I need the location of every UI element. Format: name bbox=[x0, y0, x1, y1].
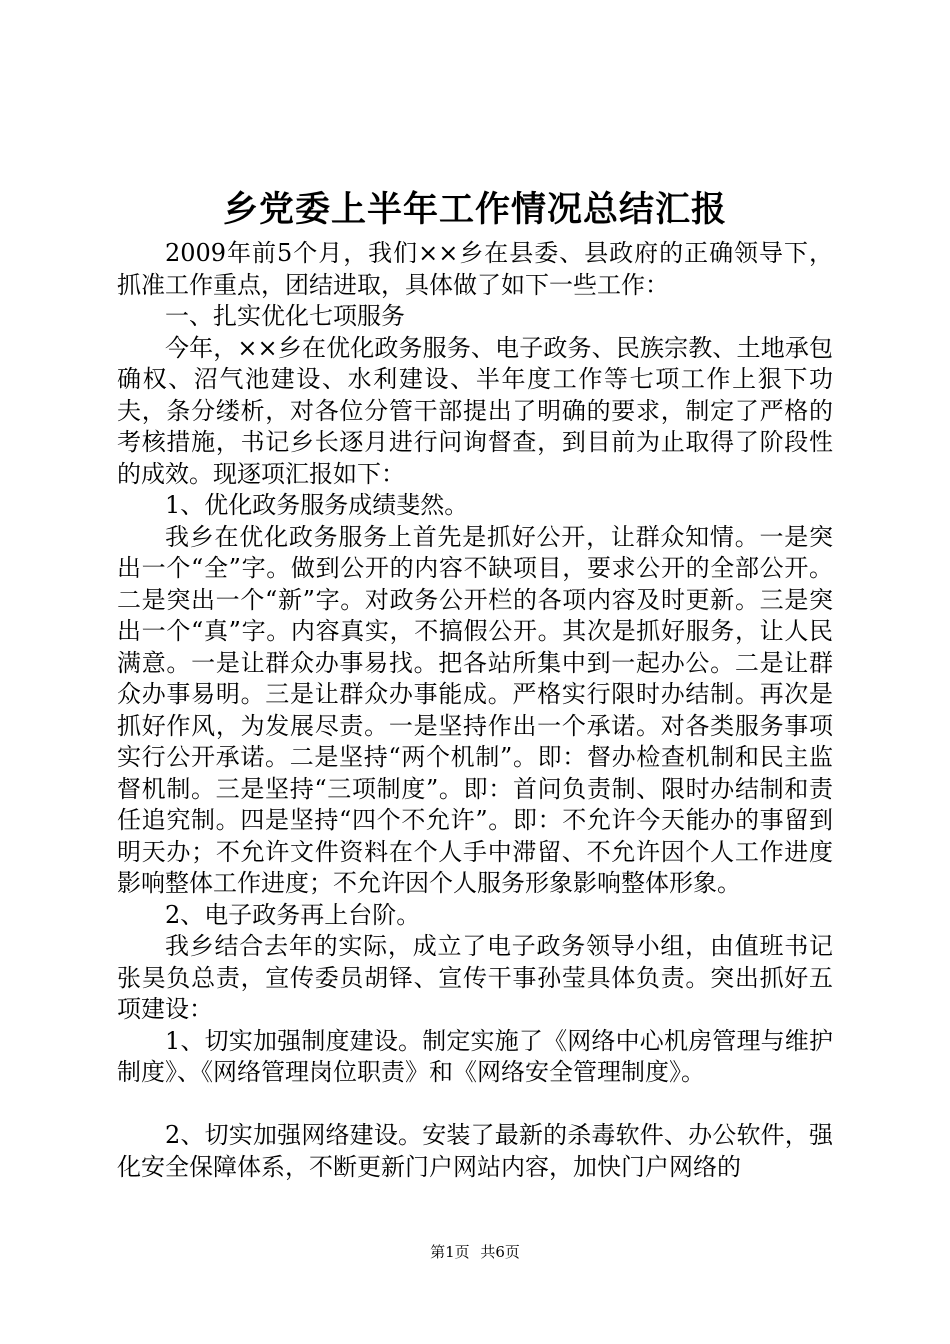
subheading-government-service: 1、优化政务服务成绩斐然。 bbox=[165, 491, 469, 519]
page-footer bbox=[0, 1242, 950, 1262]
paragraph-overview: 今年，××乡在优化政务服务、电子政务、民族宗教、土地承包确权、沼气池建设、水利建设、半年度工作等七项工作上狠下功夫，条分缕析，对各位分管干部提出了明确的要求，制定了严格的考核措施，书记乡长逐月进行问询督查，到目前为止取得了阶段性的成效。现逐项汇报如下： bbox=[117, 333, 833, 488]
paragraph-network-building: 2、切实加强网络建设。安装了最新的杀毒软件、办公软件，强化安全保障体系，不断更新门户网站内容，加快门户网络的 bbox=[117, 1121, 833, 1181]
paragraph-system-building: 1、切实加强制度建设。制定实施了《网络中心机房管理与维护制度》、《网络管理岗位职责》和《网络安全管理制度》。 bbox=[117, 1026, 833, 1086]
paragraph-spacer bbox=[117, 1089, 833, 1121]
paragraph-e-government: 我乡结合去年的实际，成立了电子政务领导小组，由值班书记张昊负总责，宣传委员胡铎、宣传干事孙莹具体负责。突出抓好五项建设： bbox=[117, 932, 833, 1023]
document-title: 乡党委上半年工作情况总结汇报 bbox=[222, 189, 727, 230]
page-number: 第1页 bbox=[430, 1243, 470, 1261]
section-heading-1: 一、扎实优化七项服务 bbox=[165, 302, 405, 330]
page-total: 共6页 bbox=[480, 1243, 520, 1261]
paragraph-intro: 2009年前5个月，我们××乡在县委、县政府的正确领导下，抓准工作重点，团结进取，具体做了如下一些工作： bbox=[117, 239, 833, 299]
subheading-e-government: 2、电子政务再上台阶。 bbox=[165, 900, 421, 929]
document-body bbox=[117, 238, 833, 1183]
paragraph-government-service: 我乡在优化政务服务上首先是抓好公开，让群众知情。一是突出一个“全”字。做到公开的内容不缺项目，要求公开的全部公开。二是突出一个“新”字。对政务公开栏的各项内容及时更新。三是突出一个“真”字。内容真实，不搞假公开。其次是抓好服务，让人民满意。一是让群众办事易找。把各站所集中到一起办公。二是让群众办事易明。三是让群众办事能成。严格实行限时办结制。再次是抓好作风，为发展尽责。一是坚持作出一个承诺。对各类服务事项实行公开承诺。二是坚持“两个机制”。即：督办检查机制和民主监督机制。三是坚持“三项制度”。即：首问负责制、限时办结制和责任追究制。四是坚持“四个不允许”。即：不允许今天能办的事留到明天办；不允许文件资料在个人手中滞留、不允许因个人工作进度影响整体工作进度；不允许因个人服务形象影响整体形象。 bbox=[117, 522, 833, 897]
